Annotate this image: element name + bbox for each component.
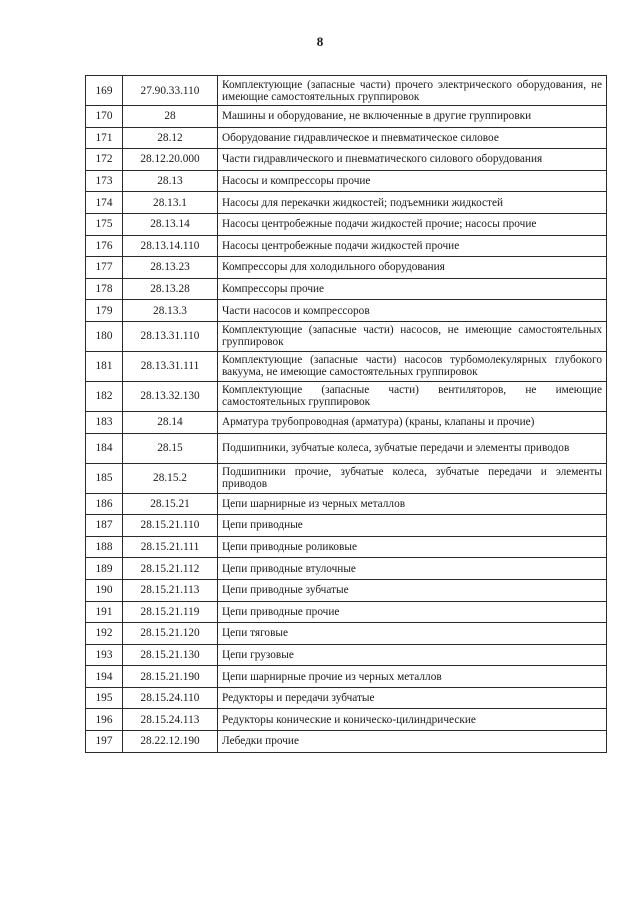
okpd-code-cell: 28.15.24.110	[123, 687, 218, 709]
row-number-cell: 186	[86, 493, 123, 515]
okpd-code-cell: 28.13.14	[123, 213, 218, 235]
row-number-cell: 183	[86, 411, 123, 433]
okpd-code-cell: 28.15.21.110	[123, 515, 218, 537]
row-number-cell: 171	[86, 127, 123, 149]
row-number-cell: 175	[86, 213, 123, 235]
table-body	[86, 76, 607, 753]
table-row	[86, 463, 607, 493]
okpd-code-cell: 28.13.28	[123, 278, 218, 300]
okpd-code-cell: 28.15.24.113	[123, 709, 218, 731]
okpd-code-cell: 28.15.21	[123, 493, 218, 515]
description-cell: Комплектующие (запасные части) насосов турбомолекулярных глубокого вакуума, не имеющие самостоятельных группировок	[218, 351, 607, 381]
description-cell: Насосы и компрессоры прочие	[218, 170, 607, 192]
okpd-code-cell: 28.15.21.112	[123, 558, 218, 580]
row-number-cell: 177	[86, 257, 123, 279]
description-cell: Лебедки прочие	[218, 731, 607, 753]
description-cell: Цепи приводные прочие	[218, 601, 607, 623]
table-row	[86, 731, 607, 753]
table-row	[86, 213, 607, 235]
description-cell: Насосы центробежные подачи жидкостей прочие; насосы прочие	[218, 213, 607, 235]
row-number-cell: 192	[86, 623, 123, 645]
description-cell: Комплектующие (запасные части) насосов, не имеющие самостоятельных группировок	[218, 321, 607, 351]
row-number-cell: 182	[86, 381, 123, 411]
row-number-cell: 197	[86, 731, 123, 753]
okpd-code-cell: 28.15.21.119	[123, 601, 218, 623]
description-cell: Цепи шарнирные прочие из черных металлов	[218, 666, 607, 688]
okpd-code-cell: 27.90.33.110	[123, 76, 218, 106]
description-cell: Цепи приводные зубчатые	[218, 579, 607, 601]
table-row	[86, 300, 607, 322]
description-cell: Комплектующие (запасные части) прочего электрического оборудования, не имеющие самостоятельных группировок	[218, 76, 607, 106]
row-number-cell: 174	[86, 192, 123, 214]
row-number-cell: 191	[86, 601, 123, 623]
row-number-cell: 190	[86, 579, 123, 601]
description-cell: Арматура трубопроводная (арматура) (краны, клапаны и прочие)	[218, 411, 607, 433]
okpd-code-cell: 28.15.21.130	[123, 644, 218, 666]
okpd-code-cell: 28.13.3	[123, 300, 218, 322]
description-cell: Редукторы и передачи зубчатые	[218, 687, 607, 709]
table-row	[86, 192, 607, 214]
row-number-cell: 187	[86, 515, 123, 537]
description-cell: Насосы центробежные подачи жидкостей прочие	[218, 235, 607, 257]
description-cell: Машины и оборудование, не включенные в другие группировки	[218, 106, 607, 128]
table-row	[86, 644, 607, 666]
description-cell: Цепи приводные втулочные	[218, 558, 607, 580]
page-number: 8	[316, 34, 324, 49]
table-row	[86, 235, 607, 257]
okpd-code-cell: 28.15.21.111	[123, 536, 218, 558]
table-row	[86, 558, 607, 580]
description-cell: Части насосов и компрессоров	[218, 300, 607, 322]
row-number-cell: 184	[86, 433, 123, 463]
description-cell: Цепи грузовые	[218, 644, 607, 666]
table-row	[86, 257, 607, 279]
table-row	[86, 76, 607, 106]
okpd-code-cell: 28.13.31.110	[123, 321, 218, 351]
table-row	[86, 601, 607, 623]
row-number-cell: 189	[86, 558, 123, 580]
table-row	[86, 579, 607, 601]
description-cell: Цепи приводные роликовые	[218, 536, 607, 558]
row-number-cell: 195	[86, 687, 123, 709]
row-number-cell: 180	[86, 321, 123, 351]
description-cell: Редукторы конические и коническо-цилиндрические	[218, 709, 607, 731]
okpd-code-cell: 28.15.2	[123, 463, 218, 493]
row-number-cell: 193	[86, 644, 123, 666]
table-row	[86, 687, 607, 709]
table-row	[86, 709, 607, 731]
okpd-code-cell: 28.22.12.190	[123, 731, 218, 753]
okpd-code-cell: 28.13.1	[123, 192, 218, 214]
description-cell: Компрессоры для холодильного оборудования	[218, 257, 607, 279]
description-cell: Цепи шарнирные из черных металлов	[218, 493, 607, 515]
description-cell: Подшипники прочие, зубчатые колеса, зубчатые передачи и элементы приводов	[218, 463, 607, 493]
okpd-code-cell: 28.15.21.190	[123, 666, 218, 688]
table-row	[86, 351, 607, 381]
okpd-code-cell: 28.13.14.110	[123, 235, 218, 257]
description-cell: Части гидравлического и пневматического силового оборудования	[218, 149, 607, 171]
description-cell: Цепи приводные	[218, 515, 607, 537]
table-row	[86, 666, 607, 688]
description-cell: Насосы для перекачки жидкостей; подъемники жидкостей	[218, 192, 607, 214]
row-number-cell: 169	[86, 76, 123, 106]
row-number-cell: 179	[86, 300, 123, 322]
row-number-cell: 185	[86, 463, 123, 493]
classification-table	[85, 75, 607, 753]
okpd-code-cell: 28.15	[123, 433, 218, 463]
description-cell: Подшипники, зубчатые колеса, зубчатые передачи и элементы приводов	[218, 433, 607, 463]
table-row	[86, 127, 607, 149]
table-row	[86, 411, 607, 433]
table-row	[86, 278, 607, 300]
description-cell: Цепи тяговые	[218, 623, 607, 645]
row-number-cell: 173	[86, 170, 123, 192]
okpd-code-cell: 28.13.32.130	[123, 381, 218, 411]
description-cell: Оборудование гидравлическое и пневматическое силовое	[218, 127, 607, 149]
okpd-code-cell: 28.13.23	[123, 257, 218, 279]
row-number-cell: 188	[86, 536, 123, 558]
table-row	[86, 381, 607, 411]
table-row	[86, 149, 607, 171]
description-cell: Компрессоры прочие	[218, 278, 607, 300]
row-number-cell: 178	[86, 278, 123, 300]
table-row	[86, 515, 607, 537]
table-row	[86, 106, 607, 128]
row-number-cell: 172	[86, 149, 123, 171]
row-number-cell: 194	[86, 666, 123, 688]
okpd-code-cell: 28.14	[123, 411, 218, 433]
description-cell: Комплектующие (запасные части) вентиляторов, не имеющие самостоятельных группировок	[218, 381, 607, 411]
table-row	[86, 493, 607, 515]
okpd-code-cell: 28.12	[123, 127, 218, 149]
table-row	[86, 623, 607, 645]
table-row	[86, 321, 607, 351]
row-number-cell: 176	[86, 235, 123, 257]
okpd-code-cell: 28	[123, 106, 218, 128]
okpd-code-cell: 28.13.31.111	[123, 351, 218, 381]
okpd-code-cell: 28.15.21.113	[123, 579, 218, 601]
row-number-cell: 170	[86, 106, 123, 128]
table-row	[86, 536, 607, 558]
okpd-code-cell: 28.15.21.120	[123, 623, 218, 645]
okpd-code-cell: 28.13	[123, 170, 218, 192]
table-row	[86, 433, 607, 463]
row-number-cell: 196	[86, 709, 123, 731]
okpd-code-cell: 28.12.20.000	[123, 149, 218, 171]
table-row	[86, 170, 607, 192]
row-number-cell: 181	[86, 351, 123, 381]
